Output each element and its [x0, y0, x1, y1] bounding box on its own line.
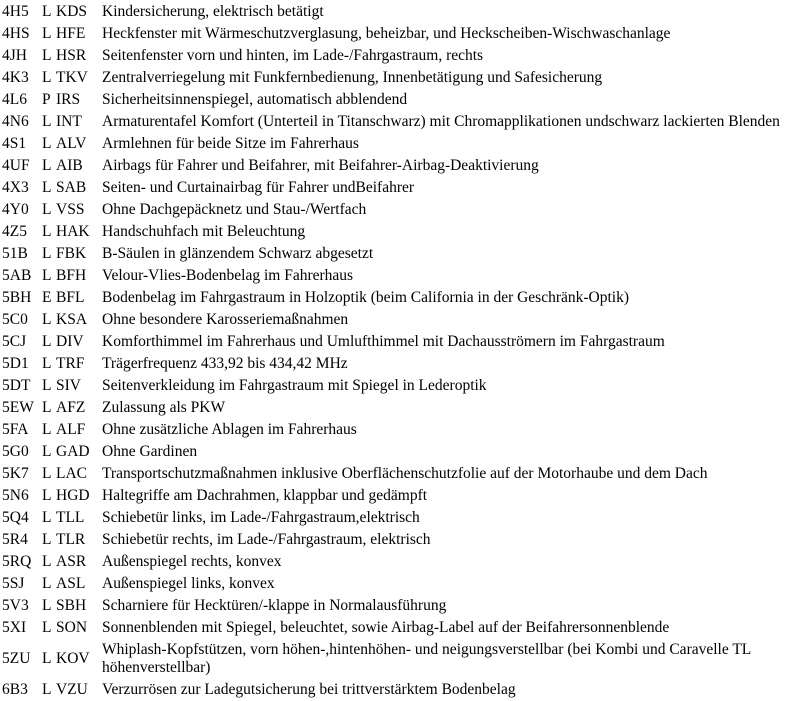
- option-description: Ohne Gardinen: [102, 443, 198, 460]
- option-row: [0, 1, 808, 23]
- option-abbreviation: ALF: [56, 421, 86, 438]
- option-description: Heckfenster mit Wärmeschutzverglasung, beheizbar, und Heckscheiben-Wischwaschanlage: [102, 25, 671, 42]
- option-description: Whiplash-Kopfstützen, vorn höhen-,hintenhöhen- und neigungsverstellbar (bei Kombi und Caravelle TL höhenverstellbar): [102, 641, 751, 676]
- option-abbreviation: IRS: [56, 91, 81, 108]
- option-flag: L: [42, 465, 52, 482]
- options-table-body: [0, 1, 808, 701]
- option-flag: L: [42, 135, 52, 152]
- option-description: Schiebetür rechts, im Lade-/Fahrgastraum, elektrisch: [102, 531, 431, 548]
- option-description: Außenspiegel links, konvex: [102, 575, 275, 592]
- option-code: 5N6: [2, 487, 29, 504]
- option-abbreviation: VZU: [56, 681, 88, 698]
- option-code: 5SJ: [2, 575, 25, 592]
- option-row: [0, 133, 808, 155]
- option-flag: L: [42, 179, 52, 196]
- option-code: 5RQ: [2, 553, 32, 570]
- option-description: Ohne besondere Karosseriemaßnahmen: [102, 311, 349, 328]
- option-row: [0, 89, 808, 111]
- option-flag: L: [42, 267, 52, 284]
- option-code: 5XI: [2, 619, 27, 636]
- option-abbreviation: DIV: [56, 333, 84, 350]
- option-flag: L: [42, 201, 52, 218]
- option-row: [0, 67, 808, 89]
- option-flag: P: [42, 91, 51, 108]
- option-abbreviation: TRF: [56, 355, 85, 372]
- option-row: [0, 639, 808, 679]
- option-code: 4S1: [2, 135, 27, 152]
- equipment-options-table: [0, 1, 808, 701]
- option-code: 5DT: [2, 377, 31, 394]
- option-abbreviation: KOV: [56, 650, 90, 667]
- option-description: Seiten- und Curtainairbag für Fahrer undBeifahrer: [102, 179, 415, 196]
- option-row: [0, 679, 808, 701]
- option-row: [0, 463, 808, 485]
- option-code: 5V3: [2, 597, 29, 614]
- option-flag: L: [42, 575, 52, 592]
- option-description: Transportschutzmaßnahmen inklusive Oberflächenschutzfolie auf der Motorhaube und dem Dach: [102, 465, 708, 482]
- option-row: [0, 529, 808, 551]
- option-flag: L: [42, 531, 52, 548]
- option-row: [0, 397, 808, 419]
- option-description: Seitenverkleidung im Fahrgastraum mit Spiegel in Lederoptik: [102, 377, 487, 394]
- option-description: Verzurrösen zur Ladegutsicherung bei trittverstärktem Bodenbelag: [102, 681, 516, 698]
- option-code: 4L6: [2, 91, 27, 108]
- option-description: Zentralverriegelung mit Funkfernbedienung, Innenbetätigung und Safesicherung: [102, 69, 603, 86]
- option-row: [0, 265, 808, 287]
- option-code: 4N6: [2, 113, 29, 130]
- option-description: Ohne zusätzliche Ablagen im Fahrerhaus: [102, 421, 357, 438]
- option-row: [0, 45, 808, 67]
- option-abbreviation: ASL: [56, 575, 86, 592]
- option-row: [0, 199, 808, 221]
- option-description: Außenspiegel rechts, konvex: [102, 553, 282, 570]
- option-description: Ohne Dachgepäcknetz und Stau-/Wertfach: [102, 201, 367, 218]
- option-description: Scharniere für Hecktüren/-klappe in Normalausführung: [102, 597, 447, 614]
- option-flag: L: [42, 355, 52, 372]
- option-row: [0, 243, 808, 265]
- option-abbreviation: ASR: [56, 553, 87, 570]
- option-row: [0, 573, 808, 595]
- option-code: 4X3: [2, 179, 29, 196]
- option-description: Komforthimmel im Fahrerhaus und Umlufthimmel mit Dachausströmern im Fahrgastraum: [102, 333, 665, 350]
- option-flag: L: [42, 69, 52, 86]
- option-abbreviation: LAC: [56, 465, 87, 482]
- option-abbreviation: SIV: [56, 377, 81, 394]
- option-flag: L: [42, 650, 52, 667]
- option-code: 6B3: [2, 681, 28, 698]
- option-row: [0, 309, 808, 331]
- option-row: [0, 353, 808, 375]
- option-code: 4K3: [2, 69, 29, 86]
- option-row: [0, 221, 808, 243]
- option-row: [0, 23, 808, 45]
- option-abbreviation: AFZ: [56, 399, 86, 416]
- option-code: 5G0: [2, 443, 29, 460]
- option-abbreviation: ALV: [56, 135, 87, 152]
- option-description: Armlehnen für beide Sitze im Fahrerhaus: [102, 135, 359, 152]
- option-flag: L: [42, 157, 52, 174]
- option-flag: L: [42, 377, 52, 394]
- option-abbreviation: FBK: [56, 245, 87, 262]
- option-flag: L: [42, 487, 52, 504]
- option-row: [0, 595, 808, 617]
- option-code: 5ZU: [2, 650, 31, 667]
- option-abbreviation: KDS: [56, 3, 88, 20]
- option-code: 5Q4: [2, 509, 29, 526]
- option-flag: L: [42, 311, 52, 328]
- option-abbreviation: HGD: [56, 487, 90, 504]
- option-row: [0, 419, 808, 441]
- option-flag: L: [42, 223, 52, 240]
- option-flag: L: [42, 245, 52, 262]
- option-row: [0, 375, 808, 397]
- option-description: Seitenfenster vorn und hinten, im Lade-/Fahrgastraum, rechts: [102, 47, 484, 64]
- option-code: 5FA: [2, 421, 29, 438]
- option-abbreviation: BFH: [56, 267, 87, 284]
- option-abbreviation: TLL: [56, 509, 85, 526]
- option-abbreviation: TKV: [56, 69, 88, 86]
- option-flag: L: [42, 25, 52, 42]
- option-code: 5BH: [2, 289, 32, 306]
- option-flag: L: [42, 333, 52, 350]
- option-code: 4H5: [2, 3, 29, 20]
- option-description: Trägerfrequenz 433,92 bis 434,42 MHz: [102, 355, 348, 372]
- option-flag: L: [42, 553, 52, 570]
- option-description: Sicherheitsinnenspiegel, automatisch abblendend: [102, 91, 408, 108]
- option-abbreviation: SON: [56, 619, 88, 636]
- option-abbreviation: TLR: [56, 531, 86, 548]
- option-description: Haltegriffe am Dachrahmen, klappbar und gedämpft: [102, 487, 428, 504]
- option-row: [0, 331, 808, 353]
- option-description: Zulassung als PKW: [102, 399, 226, 416]
- option-code: 5D1: [2, 355, 29, 372]
- option-abbreviation: SAB: [56, 179, 87, 196]
- option-description: Sonnenblenden mit Spiegel, beleuchtet, sowie Airbag-Label auf der Beifahrersonnenblende: [102, 619, 670, 636]
- option-abbreviation: AIB: [56, 157, 83, 174]
- option-row: [0, 617, 808, 639]
- option-flag: L: [42, 421, 52, 438]
- option-description: Schiebetür links, im Lade-/Fahrgastraum,elektrisch: [102, 509, 420, 526]
- option-flag: L: [42, 443, 52, 460]
- option-description: Handschuhfach mit Beleuchtung: [102, 223, 306, 240]
- option-row: [0, 177, 808, 199]
- option-code: 4JH: [2, 47, 27, 64]
- option-code: 5CJ: [2, 333, 27, 350]
- option-code: 4Y0: [2, 201, 29, 218]
- option-code: 5K7: [2, 465, 29, 482]
- option-code: 4HS: [2, 25, 30, 42]
- option-row: [0, 111, 808, 133]
- option-code: 51B: [2, 245, 28, 262]
- option-abbreviation: HSR: [56, 47, 87, 64]
- option-abbreviation: KSA: [56, 311, 88, 328]
- option-description: Kindersicherung, elektrisch betätigt: [102, 3, 324, 20]
- option-row: [0, 441, 808, 463]
- option-flag: L: [42, 399, 52, 416]
- option-flag: L: [42, 597, 52, 614]
- option-abbreviation: BFL: [56, 289, 85, 306]
- option-abbreviation: SBH: [56, 597, 87, 614]
- option-description: Armaturentafel Komfort (Unterteil in Titanschwarz) mit Chromapplikationen undschwarz lackierten Blenden: [102, 113, 780, 130]
- option-flag: L: [42, 113, 52, 130]
- option-abbreviation: HFE: [56, 25, 86, 42]
- option-description: Airbags für Fahrer und Beifahrer, mit Beifahrer-Airbag-Deaktivierung: [102, 157, 539, 174]
- option-description: B-Säulen in glänzendem Schwarz abgesetzt: [102, 245, 374, 262]
- option-description: Velour-Vlies-Bodenbelag im Fahrerhaus: [102, 267, 354, 284]
- option-flag: L: [42, 509, 52, 526]
- option-flag: E: [42, 289, 52, 306]
- option-code: 4UF: [2, 157, 30, 174]
- option-code: 5R4: [2, 531, 28, 548]
- option-description: Bodenbelag im Fahrgastraum in Holzoptik (beim California in der Geschränk-Optik): [102, 289, 630, 306]
- option-flag: L: [42, 681, 52, 698]
- option-abbreviation: GAD: [56, 443, 90, 460]
- option-row: [0, 485, 808, 507]
- option-code: 4Z5: [2, 223, 27, 240]
- option-row: [0, 507, 808, 529]
- option-row: [0, 287, 808, 309]
- option-code: 5AB: [2, 267, 32, 284]
- option-row: [0, 551, 808, 573]
- option-flag: L: [42, 47, 52, 64]
- option-abbreviation: VSS: [56, 201, 85, 218]
- option-code: 5EW: [2, 399, 34, 416]
- option-flag: L: [42, 619, 52, 636]
- option-abbreviation: INT: [56, 113, 82, 130]
- option-abbreviation: HAK: [56, 223, 90, 240]
- option-row: [0, 155, 808, 177]
- option-flag: L: [42, 3, 52, 20]
- option-code: 5C0: [2, 311, 28, 328]
